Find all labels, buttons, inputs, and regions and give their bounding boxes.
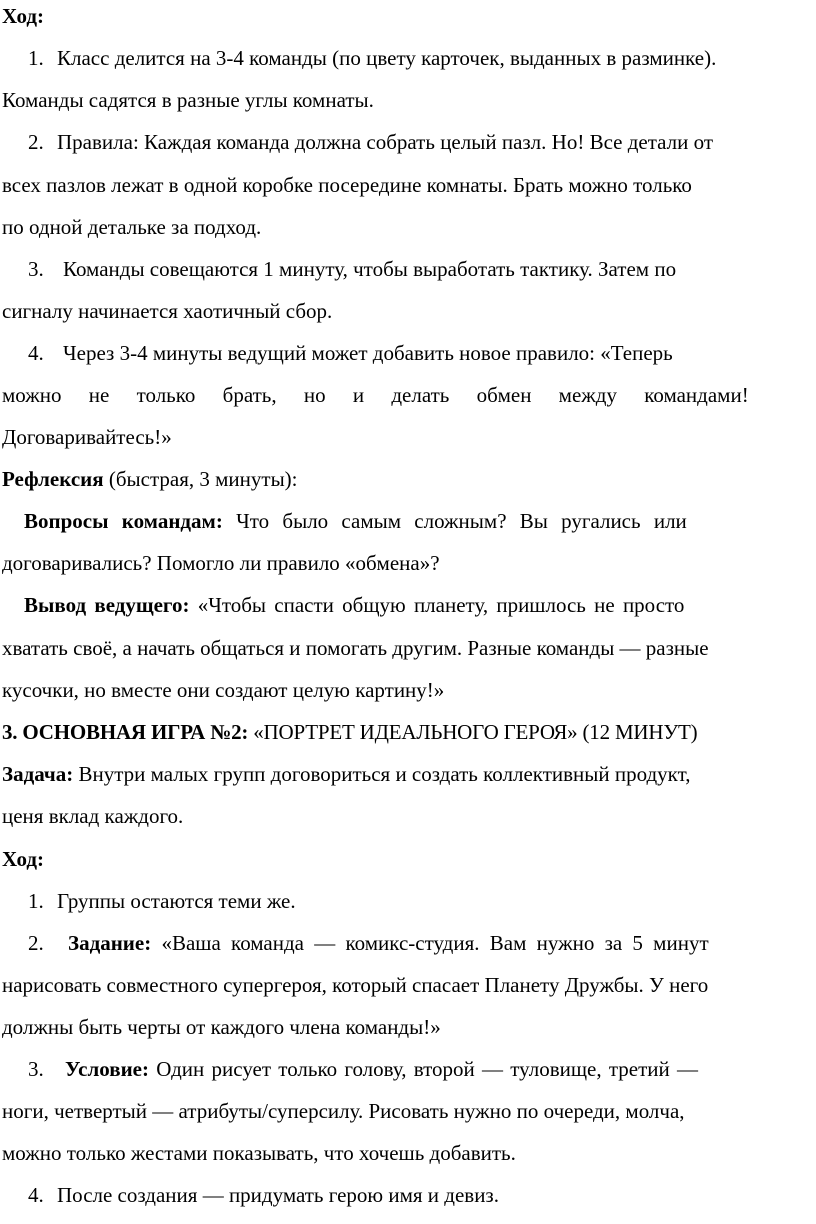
task-line-1 <box>2 760 814 788</box>
list-number: 1. <box>28 889 44 913</box>
questions-line-2: договаривались? Помогло ли правило «обмена»? <box>2 551 440 575</box>
task-label: Задача: <box>2 762 74 786</box>
list-item-4-line-3: Договаривайтесь!» <box>2 425 172 449</box>
questions-label: Вопросы командам: <box>24 509 223 533</box>
condition-label: Условие: <box>65 1057 149 1081</box>
conclusion-line-3: кусочки, но вместе они создают целую картину!» <box>2 678 445 702</box>
game2-item-3-line-1 <box>28 1055 814 1083</box>
questions-line-1 <box>24 507 814 535</box>
list-number: 2. <box>28 931 44 955</box>
condition-text: Один рисует только голову, второй — туловище, третий — <box>148 1057 699 1081</box>
game2-heading <box>2 718 814 746</box>
game2-item-2-line-3: должны быть черты от каждого члена команды!» <box>2 1015 441 1039</box>
game2-item-2-line-2: нарисовать совместного супергероя, который спасает Планету Дружбы. У него <box>2 973 709 997</box>
game2-heading-number: 3. ОСНОВНАЯ ИГРА №2: <box>2 720 249 744</box>
list-item-3-line-2: сигналу начинается хаотичный сбор. <box>2 299 333 323</box>
game2-item-1 <box>28 887 814 915</box>
reflection-subtitle: (быстрая, 3 минуты): <box>103 467 298 491</box>
list-item-4-line-1 <box>28 339 814 367</box>
list-item-2-line-2: всех пазлов лежат в одной коробке посередине комнаты. Брать можно только <box>2 173 692 197</box>
list-number: 3. <box>28 1057 44 1081</box>
list-item-1-line-1 <box>28 44 814 72</box>
questions-text: Что было самым сложным? Вы ругались или <box>222 509 687 533</box>
assignment-label: Задание: <box>68 931 152 955</box>
game2-item-2-line-1 <box>28 929 814 957</box>
conclusion-text: «Чтобы спасти общую планету, пришлось не просто <box>189 593 685 617</box>
list-number: 2. <box>28 130 44 154</box>
conclusion-label: Вывод ведущего: <box>24 593 190 617</box>
list-number: 4. <box>28 1183 44 1207</box>
list-item-text: Команды совещаются 1 минуту, чтобы выработать тактику. Затем по <box>63 257 677 281</box>
list-item-text: Класс делится на 3-4 команды (по цвету карточек, выданных в разминке). <box>57 46 717 70</box>
list-item-text: Правила: Каждая команда должна собрать целый пазл. Но! Все детали от <box>57 130 714 154</box>
hod-heading-2: Ход: <box>2 847 45 871</box>
list-item-text: Группы остаются теми же. <box>57 889 296 913</box>
game2-heading-title: «ПОРТРЕТ ИДЕАЛЬНОГО ГЕРОЯ» (12 МИНУТ) <box>248 720 698 744</box>
list-item-text: После создания — придумать герою имя и девиз. <box>57 1183 499 1207</box>
conclusion-line-1 <box>24 591 814 619</box>
list-number: 3. <box>28 257 44 281</box>
list-item-1-line-2: Команды садятся в разные углы комнаты. <box>2 88 374 112</box>
list-item-2-line-3: по одной детальке за подход. <box>2 215 262 239</box>
game2-item-3-line-2: ноги, четвертый — атрибуты/суперсилу. Рисовать нужно по очереди, молча, <box>2 1099 685 1123</box>
reflection-title: Рефлексия <box>2 467 104 491</box>
list-item-text: Через 3-4 минуты ведущий может добавить новое правило: «Теперь <box>63 341 673 365</box>
reflection-heading <box>2 465 814 493</box>
assignment-text: «Ваша команда — комикс-студия. Вам нужно за 5 минут <box>151 931 709 955</box>
game2-item-4 <box>28 1181 814 1209</box>
conclusion-line-2: хватать своё, а начать общаться и помогать другим. Разные команды — разные <box>2 636 709 660</box>
list-item-4-line-2: можно не только брать, но и делать обмен между командами! <box>2 383 749 407</box>
hod-heading: Ход: <box>2 4 45 28</box>
list-number: 1. <box>28 46 44 70</box>
task-text: Внутри малых групп договориться и создать коллективный продукт, <box>73 762 691 786</box>
list-item-3-line-1 <box>28 255 814 283</box>
game2-item-3-line-3: можно только жестами показывать, что хочешь добавить. <box>2 1141 516 1165</box>
list-item-2-line-1 <box>28 128 814 156</box>
list-number: 4. <box>28 341 44 365</box>
task-line-2: ценя вклад каждого. <box>2 804 184 828</box>
